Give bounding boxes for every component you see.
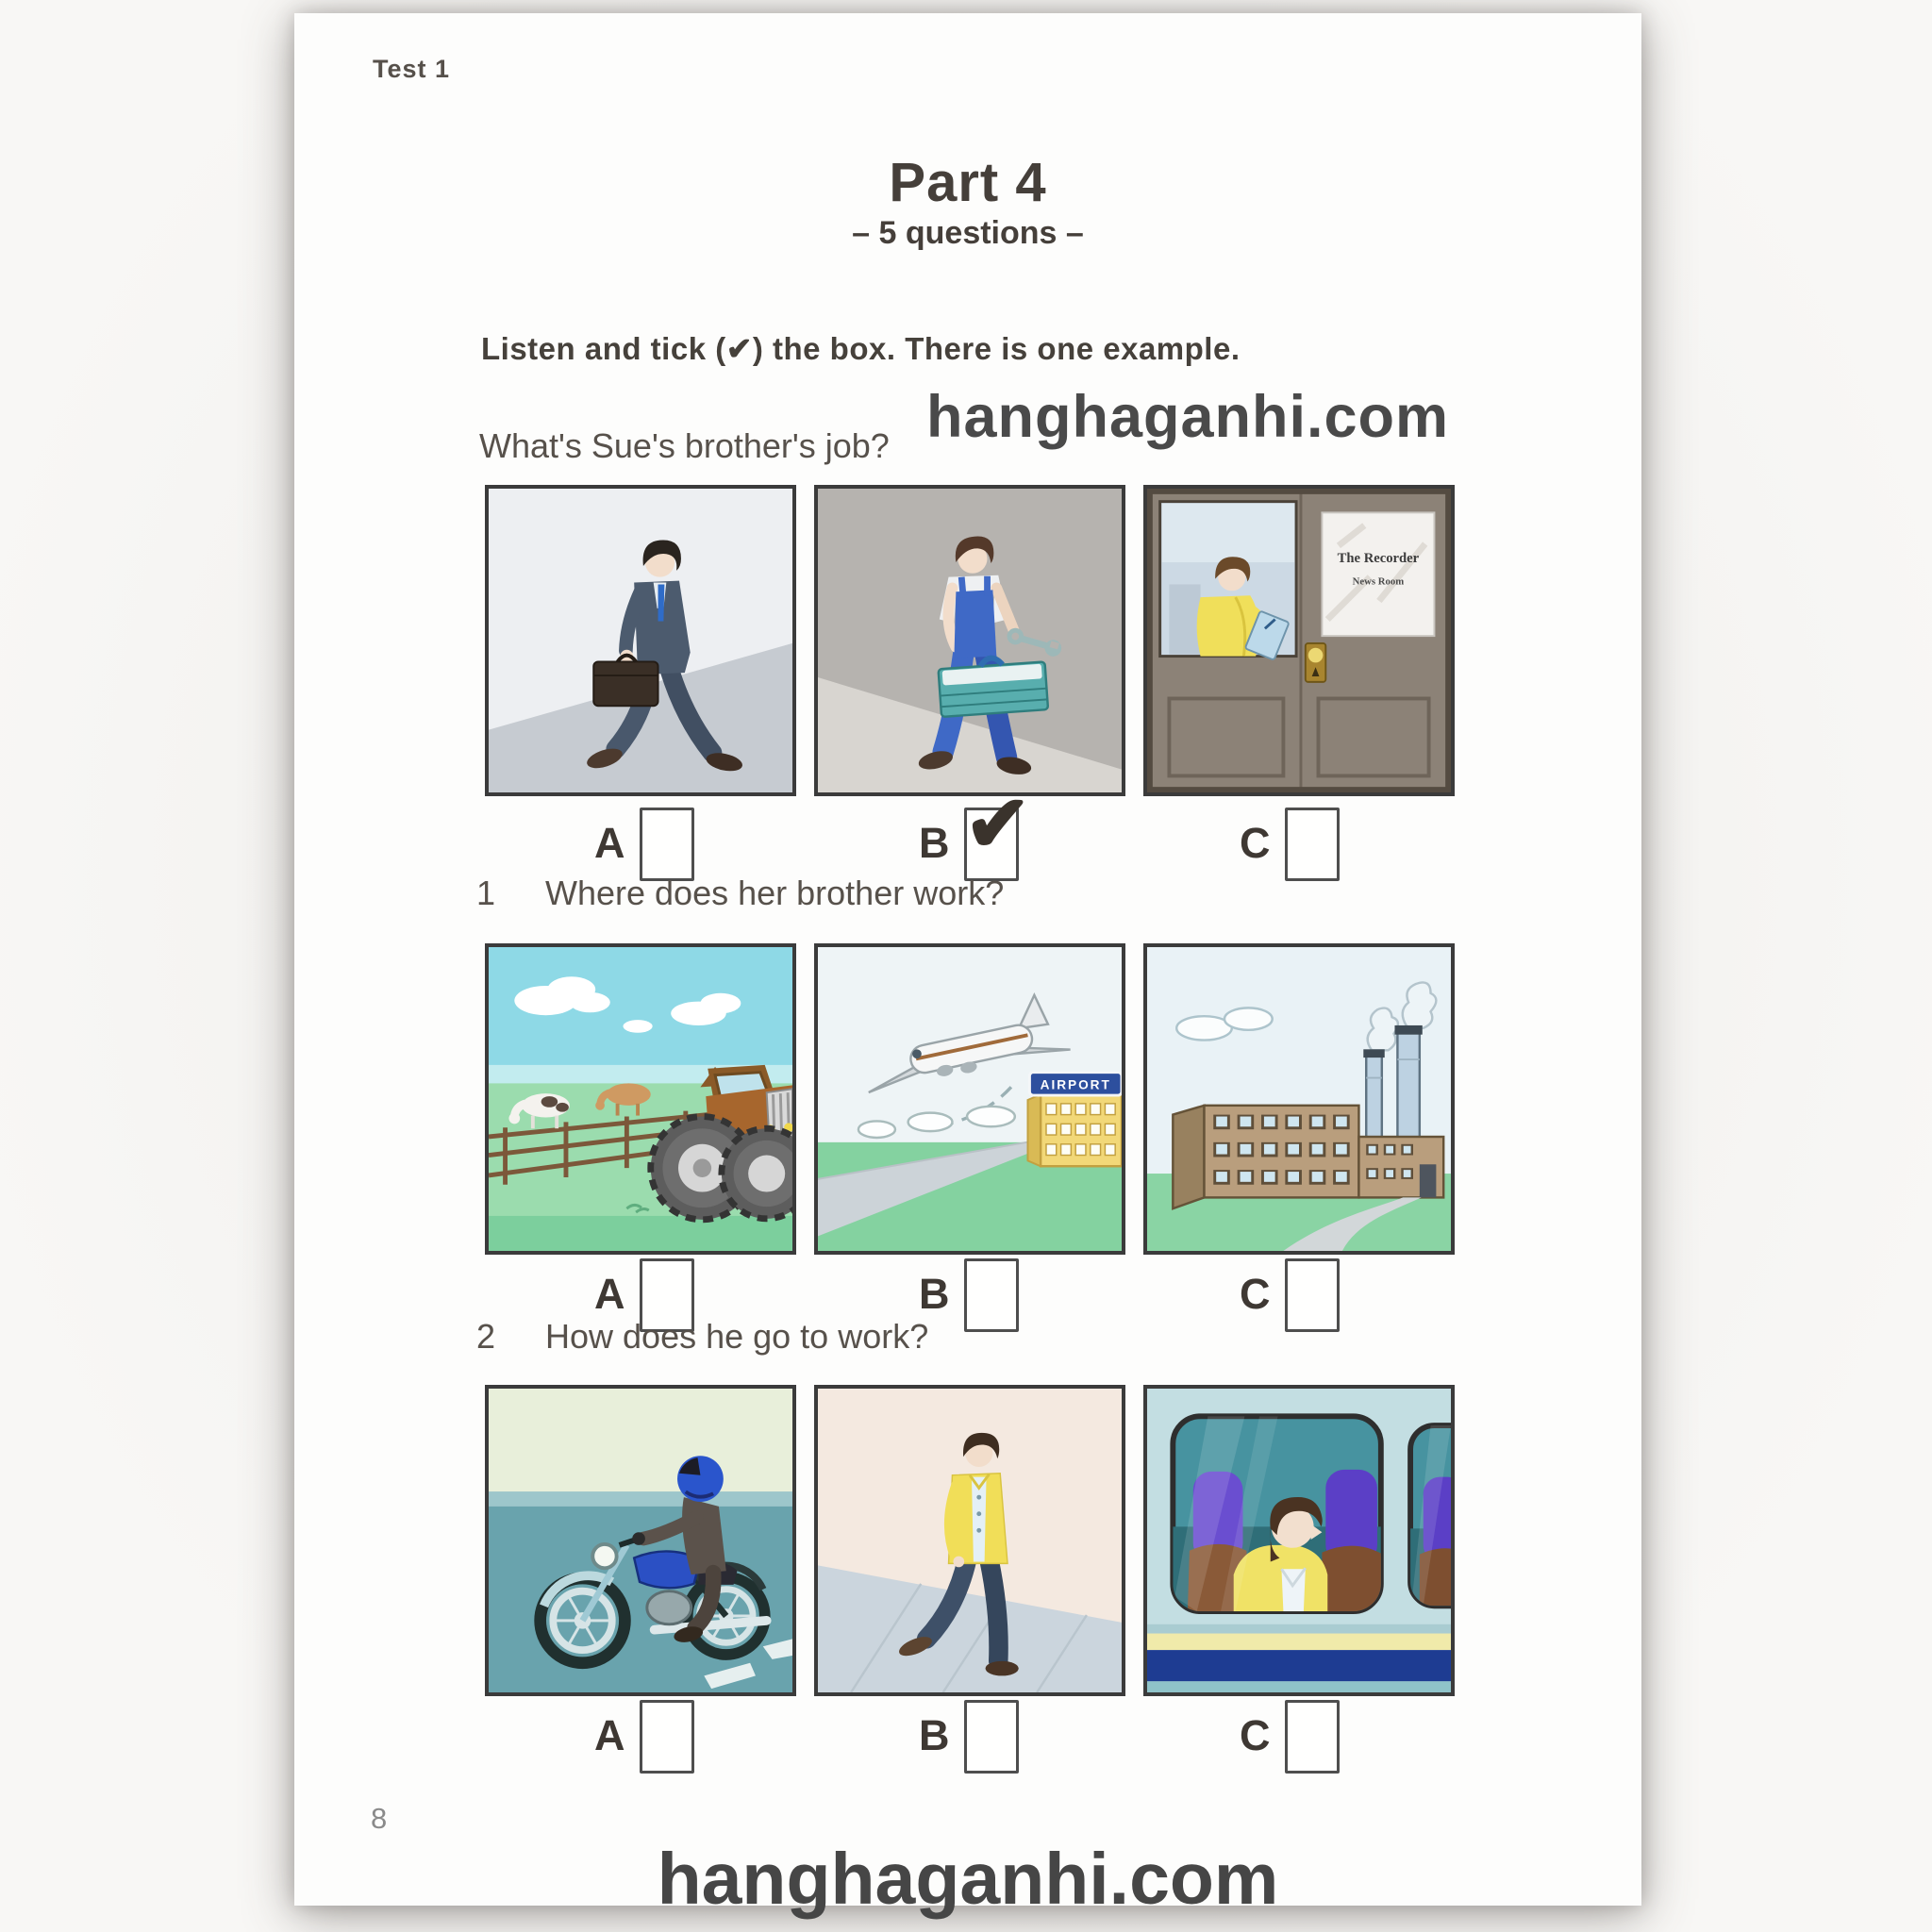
checkbox-q1-b[interactable]: [964, 1258, 1019, 1332]
q2-option-a-image: [485, 1385, 796, 1696]
walking-man-illustration: [818, 1389, 1122, 1692]
example-option-a-image: [485, 485, 796, 796]
option-label-a: A: [594, 819, 625, 867]
factory-illustration: [1147, 947, 1451, 1251]
q1-option-c-image: [1143, 943, 1455, 1255]
q2-option-a: [594, 1700, 694, 1774]
factory-door: [1420, 1164, 1437, 1197]
question-1: [476, 874, 1004, 913]
example-option-c: [1240, 808, 1340, 881]
businessman-illustration: [489, 489, 792, 792]
briefcase: [593, 661, 658, 706]
airport-building: [1027, 1073, 1122, 1167]
q2-option-b-image: [814, 1385, 1125, 1696]
q2-option-b: [919, 1700, 1019, 1774]
page-number: 8: [371, 1802, 388, 1835]
test-label: Test 1: [373, 55, 451, 83]
sign-subtitle: News Room: [1352, 575, 1405, 588]
farm-illustration: [489, 947, 792, 1251]
example-option-c-image: [1143, 485, 1455, 796]
q1-option-b: [919, 1258, 1019, 1332]
worksheet-page: [294, 13, 1641, 1920]
tick-mark: ✔: [964, 779, 1031, 868]
train-illustration: [1147, 1389, 1451, 1692]
news-room-sign: [1322, 512, 1434, 636]
example-option-b: [919, 779, 1031, 881]
helmet: [677, 1456, 724, 1502]
news-room-door-illustration: [1147, 489, 1451, 792]
option-label-a: A: [594, 1270, 625, 1318]
option-label-c: C: [1240, 1711, 1271, 1759]
q1-option-a-image: [485, 943, 796, 1255]
q2-option-c-image: [1143, 1385, 1455, 1696]
checkbox-example-b[interactable]: [964, 779, 1031, 881]
option-label-c: C: [1240, 819, 1271, 867]
option-label-c: C: [1240, 1270, 1271, 1318]
page-subtitle: – 5 questions –: [852, 215, 1084, 251]
question-2: [476, 1317, 928, 1357]
question-2-text: How does he go to work?: [545, 1317, 929, 1356]
q1-option-c: [1240, 1258, 1340, 1332]
checkbox-q2-c[interactable]: [1285, 1700, 1340, 1774]
watermark-bottom: hanghaganhi.com: [657, 1839, 1279, 1920]
doorknob: [1306, 643, 1325, 682]
example-option-b-image: [814, 485, 1125, 796]
question-1-text: Where does her brother work?: [545, 874, 1005, 912]
mechanic-illustration: [818, 489, 1122, 792]
sign-title: The Recorder: [1337, 551, 1420, 567]
checkbox-q2-b[interactable]: [964, 1700, 1019, 1774]
checkbox-q1-c[interactable]: [1285, 1258, 1340, 1332]
train-window: [1173, 1416, 1451, 1611]
headlight: [592, 1544, 616, 1568]
airport-sign-text: AIRPORT: [1040, 1077, 1111, 1092]
motorcycle-illustration: [489, 1389, 792, 1692]
engine: [647, 1591, 691, 1624]
airport-illustration: [818, 947, 1122, 1251]
example-question-text: What's Sue's brother's job?: [479, 426, 890, 465]
watermark-middle: hanghaganhi.com: [926, 384, 1450, 450]
example-option-a: [594, 808, 694, 881]
question-2-number: 2: [476, 1317, 496, 1356]
checkbox-example-c[interactable]: [1285, 808, 1340, 881]
option-label-b: B: [919, 819, 950, 867]
q1-option-b-image: [814, 943, 1125, 1255]
question-1-number: 1: [476, 874, 496, 912]
q2-option-c: [1240, 1700, 1340, 1774]
option-label-a: A: [594, 1711, 625, 1759]
page-title: Part 4: [889, 152, 1047, 213]
checkbox-q2-a[interactable]: [640, 1700, 694, 1774]
instruction-text: Listen and tick (✔) the box. There is one example.: [481, 331, 1241, 366]
option-label-b: B: [919, 1711, 950, 1759]
option-label-b: B: [919, 1270, 950, 1318]
checkbox-example-a[interactable]: [640, 808, 694, 881]
